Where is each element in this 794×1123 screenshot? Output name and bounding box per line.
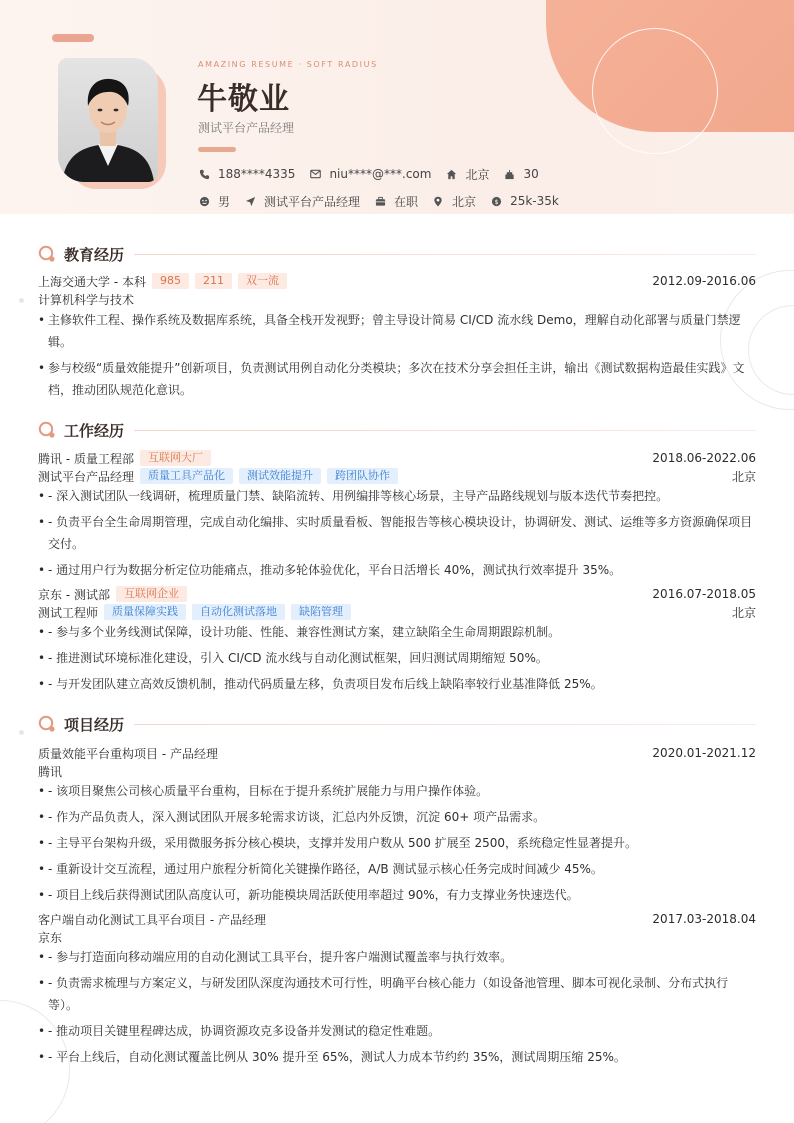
project-company-row (38, 928, 756, 946)
role-tag: 自动化测试落地 (192, 604, 285, 620)
cake-icon (503, 168, 515, 180)
list-item: • - 参与多个业务线测试保障，设计功能、性能、兼容性测试方案，建立缺陷全生命周期跟踪机制。 (38, 621, 756, 643)
list-item: • - 负责需求梳理与方案定义，与研发团队深度沟通技术可行性，明确平台核心能力（如设备池管理、脚本可视化录制、分布式执行等）。 (38, 972, 756, 1016)
resume-tagline: AMAZING RESUME · SOFT RADIUS (198, 60, 378, 69)
list-item: • 参与校级“质量效能提升”创新项目，负责测试用例自动化分类模块；多次在技术分享会担任主讲，输出《测试数据构造最佳实践》文档，推动团队规范化意识。 (38, 357, 756, 401)
job-bullets (38, 621, 756, 699)
school-tag: 211 (195, 273, 232, 289)
profile-target-job (244, 192, 360, 210)
section-divider (134, 254, 756, 255)
avatar (58, 58, 158, 182)
project-company-row (38, 762, 756, 780)
profile-gender (198, 192, 230, 210)
education-section-header (38, 243, 756, 265)
avatar-portrait-icon (58, 58, 158, 182)
contact-phone (198, 165, 295, 183)
education-bullets (38, 309, 756, 405)
project-company: 京东 (38, 930, 63, 945)
list-item: • - 推动项目关键里程碑达成，协调资源攻克多设备并发测试的稳定性难题。 (38, 1020, 756, 1042)
project-date: 2020.01-2021.12 (652, 746, 756, 760)
list-item: • - 作为产品负责人，深入测试团队开展多轮需求访谈，汇总内外反馈，沉淀 60+ 项产品需求。 (38, 806, 756, 828)
home-city-value: 北京 (465, 167, 490, 182)
work-section-header (38, 419, 756, 441)
company-tag: 互联网企业 (116, 586, 187, 602)
header-decoration-ring (592, 28, 718, 154)
location-icon (432, 195, 444, 207)
project-name: 客户端自动化测试工具平台项目 - 产品经理 (38, 912, 266, 927)
decoration-dot (19, 730, 24, 735)
mail-icon (309, 168, 321, 180)
project-entry-header (38, 744, 756, 762)
phone-icon (198, 168, 210, 180)
job-role: 测试平台产品经理 (38, 469, 135, 484)
education-date: 2012.09-2016.06 (652, 274, 756, 288)
list-item: • - 该项目聚焦公司核心质量平台重构，目标在于提升系统扩展能力与用户操作体验。 (38, 780, 756, 802)
job-entry-header (38, 585, 756, 603)
project-company: 腾讯 (38, 764, 63, 779)
list-item: • - 与开发团队建立高效反馈机制，推动代码质量左移，负责项目发布后线上缺陷率较行业基准降低 25%。 (38, 673, 756, 695)
section-divider (134, 724, 756, 725)
company-tag: 互联网大厂 (140, 450, 211, 466)
job-entry-header (38, 449, 756, 467)
work-section-title: 工作经历 (64, 421, 125, 440)
school-name: 上海交通大学 - 本科 (38, 274, 146, 289)
job-bullets (38, 485, 756, 585)
briefcase-icon (374, 195, 386, 207)
company-name: 京东 - 测试部 (38, 587, 110, 602)
contact-home (445, 165, 489, 183)
job-city: 北京 (731, 469, 756, 484)
search-icon (38, 715, 56, 733)
candidate-job-title: 测试平台产品经理 (198, 121, 295, 135)
project-bullets (38, 946, 756, 1072)
education-major-row (38, 290, 756, 308)
project-name: 质量效能平台重构项目 - 产品经理 (38, 746, 218, 761)
school-tag: 985 (152, 273, 189, 289)
education-section-title: 教育经历 (64, 245, 125, 264)
school-tag: 双一流 (238, 273, 287, 289)
profile-status (374, 192, 418, 210)
role-tag: 缺陷管理 (291, 604, 351, 620)
svg-text:$: $ (494, 197, 499, 206)
contact-email (309, 165, 431, 183)
job-date: 2016.07-2018.05 (652, 587, 756, 601)
list-item: • - 推进测试环境标准化建设，引入 CI/CD 流水线与自动化测试框架，回归测试周期缩短 50%。 (38, 647, 756, 669)
contact-age (503, 165, 538, 183)
money-icon (490, 195, 502, 207)
list-item: • 主修软件工程、操作系统及数据库系统，具备全栈开发视野；曾主导设计简易 CI/CD 流水线 Demo，理解自动化部署与质量门禁逻辑。 (38, 309, 756, 353)
gender-value: 男 (218, 194, 231, 209)
phone-value: 188****4335 (218, 167, 296, 181)
project-bullets (38, 780, 756, 910)
job-role: 测试工程师 (38, 605, 99, 620)
profile-location (432, 192, 476, 210)
profile-row (198, 192, 573, 210)
job-role-row (38, 603, 756, 621)
list-item: • - 项目上线后获得测试团队高度认可，新功能模块周活跃使用率超过 90%，有力支撑业务快速迭代。 (38, 884, 756, 906)
target-job-value: 测试平台产品经理 (264, 194, 361, 209)
search-icon (38, 245, 56, 263)
list-item: • - 参与打造面向移动端应用的自动化测试工具平台，提升客户端测试覆盖率与执行效率。 (38, 946, 756, 968)
job-city: 北京 (731, 605, 756, 620)
project-date: 2017.03-2018.04 (652, 912, 756, 926)
company-name: 腾讯 - 质量工程部 (38, 451, 134, 466)
email-value: niu****@***.com (329, 167, 432, 181)
decoration-dot (19, 298, 24, 303)
section-divider (134, 430, 756, 431)
name-underline (198, 147, 236, 152)
profile-salary (490, 192, 559, 210)
salary-value: 25k-35k (510, 194, 559, 208)
list-item: • - 深入测试团队一线调研，梳理质量门禁、缺陷流转、用例编排等核心场景，主导产品路线规划与版本迭代节奏把控。 (38, 485, 756, 507)
list-item: • - 平台上线后，自动化测试覆盖比例从 30% 提升至 65%，测试人力成本节约约 35%，测试周期压缩 25%。 (38, 1046, 756, 1068)
list-item: • - 负责平台全生命周期管理，完成自动化编排、实时质量看板、智能报告等核心模块设计，协调研发、测试、运维等多方资源确保项目交付。 (38, 511, 756, 555)
job-role-row (38, 467, 756, 485)
home-icon (445, 168, 457, 180)
list-item: • - 主导平台架构升级，采用微服务拆分核心模块，支撑并发用户数从 500 扩展至 2500，系统稳定性显著提升。 (38, 832, 756, 854)
age-value: 30 (523, 167, 539, 181)
project-entry-header (38, 910, 756, 928)
projects-section-header (38, 713, 756, 735)
projects-section-title: 项目经历 (64, 715, 125, 734)
status-value: 在职 (394, 194, 419, 209)
role-tag: 质量工具产品化 (140, 468, 233, 484)
gender-icon (198, 195, 210, 207)
job-date: 2018.06-2022.06 (652, 451, 756, 465)
role-tag: 测试效能提升 (239, 468, 321, 484)
search-icon (38, 421, 56, 439)
list-item: • - 重新设计交互流程，通过用户旅程分析简化关键操作路径，A/B 测试显示核心任务完成时间减少 45%。 (38, 858, 756, 880)
education-entry-header (38, 272, 756, 290)
candidate-name: 牛敬业 (197, 82, 290, 117)
header-decoration-pill (52, 34, 94, 42)
role-tag: 质量保障实践 (104, 604, 186, 620)
role-tag: 跨团队协作 (327, 468, 398, 484)
contact-row (198, 165, 553, 183)
send-icon (244, 195, 256, 207)
list-item: • - 通过用户行为数据分析定位功能痛点，推动多轮体验优化，平台日活增长 40%，测试执行效率提升 35%。 (38, 559, 756, 581)
major-name: 计算机科学与技术 (38, 292, 135, 307)
location-value: 北京 (452, 194, 477, 209)
